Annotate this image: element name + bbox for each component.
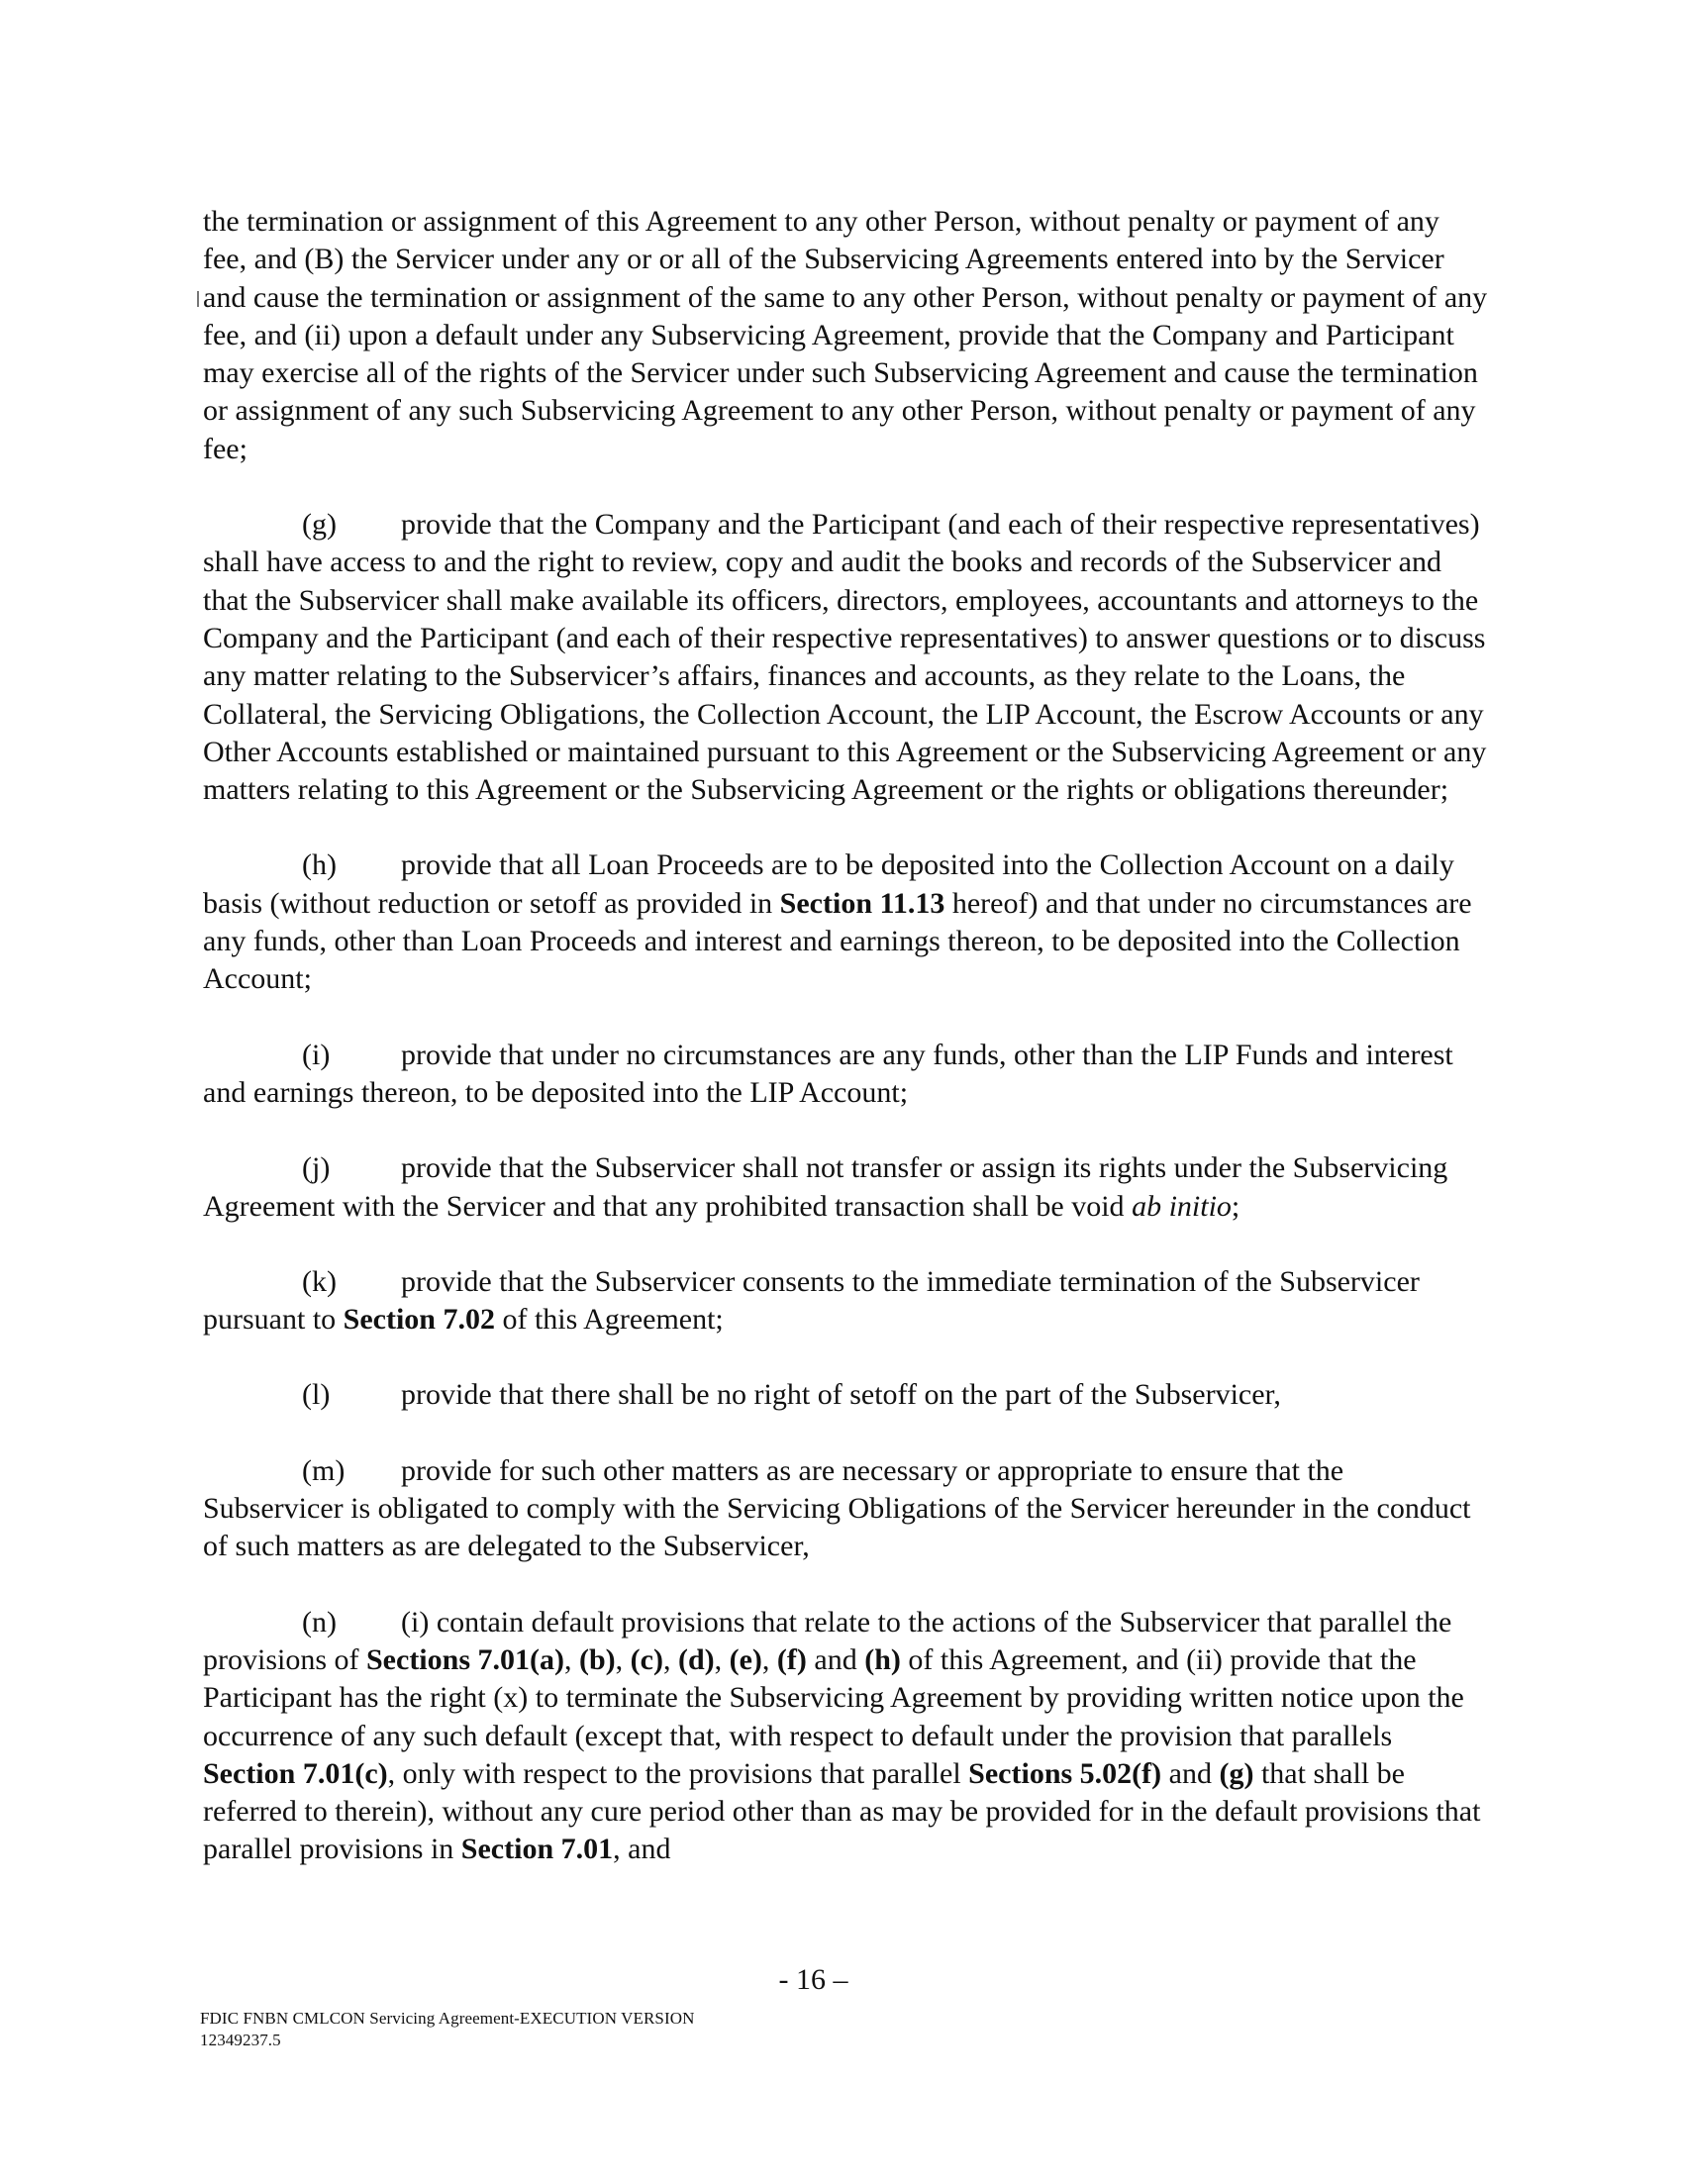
scan-mark: [197, 291, 199, 307]
paragraph-text: , only with respect to the provisions that parallel: [387, 1756, 969, 1790]
clause-paragraph: [203, 846, 1490, 998]
paragraph-text: provide that there shall be no right of setoff on the part of the Subservicer,: [401, 1378, 1281, 1412]
clause-label: (j): [302, 1151, 331, 1185]
paragraph-text: provide that under no circumstances are any funds, other than the LIP Funds and interest and earnings thereon, to be deposited into the LIP Account;: [203, 1038, 1453, 1109]
paragraph-text: ,: [761, 1642, 777, 1676]
paragraph-text: and: [1161, 1756, 1220, 1790]
clause-label: (n): [302, 1605, 337, 1638]
section-reference: Section 7.01: [460, 1833, 614, 1866]
clause-paragraph: [203, 1149, 1490, 1226]
section-reference: (g): [1219, 1756, 1254, 1790]
section-reference: Sections 5.02(f): [968, 1756, 1162, 1790]
section-reference: Sections 7.01(a): [366, 1642, 564, 1676]
clause-label: (m): [302, 1453, 346, 1487]
paragraph-text: hereof) and that under no circumstances are any funds, other than Loan Proceeds and interest and earnings thereon, to be deposited into the Collection Account;: [203, 886, 1472, 996]
clause-paragraph: [203, 1263, 1490, 1340]
paragraph-text: that shall be referred to therein), without any cure period other than as may be provided for in the default provisions that parallel provisions in: [203, 1756, 1481, 1866]
footer-title: FDIC FNBN CMLCON Servicing Agreement-EXECUTION VERSION: [200, 2009, 695, 2028]
paragraph-text: the termination or assignment of this Agreement to any other Person, without penalty or payment of any fee, and (B) the Servicer under any or or all of the Subservicing Agreements entered into by the Servicer and cause the termination or assignment of the same to any other Person, without penalty or payment of any fee, and (ii) upon a default under any Subservicing Agreement, provide that the Company and Participant may exercise all of the rights of the Servicer under such Subservicing Agreement and cause the termination or assignment of any such Subservicing Agreement to any other Person, without penalty or payment of any fee;: [203, 205, 1488, 465]
clause-paragraph: [203, 1452, 1490, 1566]
clause-paragraph: [203, 1604, 1490, 1869]
section-reference: (c): [630, 1642, 663, 1676]
paragraph-text: of this Agreement, and (ii) provide that the Participant has the right (x) to terminate the Subservicing Agreement by providing written notice upon the occurrence of any such default (except that, with respect to default under the provision that parallels: [203, 1642, 1464, 1752]
page-number: - 16 –: [778, 1963, 848, 1996]
section-reference: (e): [729, 1642, 762, 1676]
paragraph-text: ;: [1231, 1189, 1240, 1223]
footer-doc-id: 12349237.5: [200, 2031, 281, 2049]
emphasis-text: ab initio: [1132, 1189, 1232, 1223]
paragraph-text: provide that the Company and the Participant (and each of their respective representatives) shall have access to and the right to review, copy and audit the books and records of the Subservicer and that the Subservicer shall make available its officers, directors, employees, accountants and attorneys to the Company and the Participant (and each of their respective representatives) to answer questions or to discuss any matter relating to the Subservicer’s affairs, finances and accounts, as they relate to the Loans, the Collateral, the Servicing Obligations, the Collection Account, the LIP Account, the Escrow Accounts or any Other Accounts established or maintained pursuant to this Agreement or the Subservicing Agreement or any matters relating to this Agreement or the Subservicing Agreement or the rights or obligations thereunder;: [203, 508, 1487, 807]
paragraph-text: , and: [613, 1833, 671, 1866]
section-reference: (d): [677, 1642, 715, 1676]
paragraph-text: provide that all Loan Proceeds are to be deposited into the Collection Account on a daily basis (without reduction or setoff as provided in: [203, 848, 1454, 920]
paragraph-text: ,: [615, 1642, 631, 1676]
paragraph-text: provide that the Subservicer shall not transfer or assign its rights under the Subservicing Agreement with the Servicer and that any prohibited transaction shall be void: [203, 1151, 1448, 1223]
paragraph-text: ,: [714, 1642, 730, 1676]
clause-paragraph: [203, 1037, 1490, 1113]
section-reference: Section 7.01(c): [203, 1756, 388, 1790]
paragraph-text: ,: [662, 1642, 678, 1676]
clause-label: (k): [302, 1264, 337, 1298]
clause-label: (h): [302, 848, 337, 882]
paragraph-text: of this Agreement;: [494, 1303, 724, 1337]
clause-label: (l): [302, 1378, 331, 1412]
section-reference: (f): [776, 1642, 807, 1676]
paragraph-text: and: [806, 1642, 865, 1676]
clause-label: (g): [302, 508, 337, 542]
section-reference: (h): [864, 1642, 901, 1676]
section-reference: Section 7.02: [343, 1303, 495, 1337]
document-footer: [200, 2008, 694, 2051]
paragraph-text: ,: [563, 1642, 579, 1676]
paragraph-text: (i) contain default provisions that relate to the actions of the Subservicer that parallel the provisions of: [203, 1605, 1452, 1676]
clause-paragraph: [203, 506, 1490, 809]
continuation-paragraph: [203, 203, 1490, 468]
section-reference: (b): [578, 1642, 616, 1676]
section-reference: Section 11.13: [779, 886, 945, 920]
clause-paragraph: [203, 1376, 1490, 1414]
clause-label: (i): [302, 1038, 331, 1071]
paragraph-text: provide for such other matters as are necessary or appropriate to ensure that the Subservicer is obligated to comply with the Servicing Obligations of the Servicer hereunder in the conduct of such matters as are delegated to the Subservicer,: [203, 1453, 1471, 1563]
document-body: [203, 203, 1490, 1907]
paragraph-text: provide that the Subservicer consents to the immediate termination of the Subservicer pursuant to: [203, 1264, 1420, 1337]
